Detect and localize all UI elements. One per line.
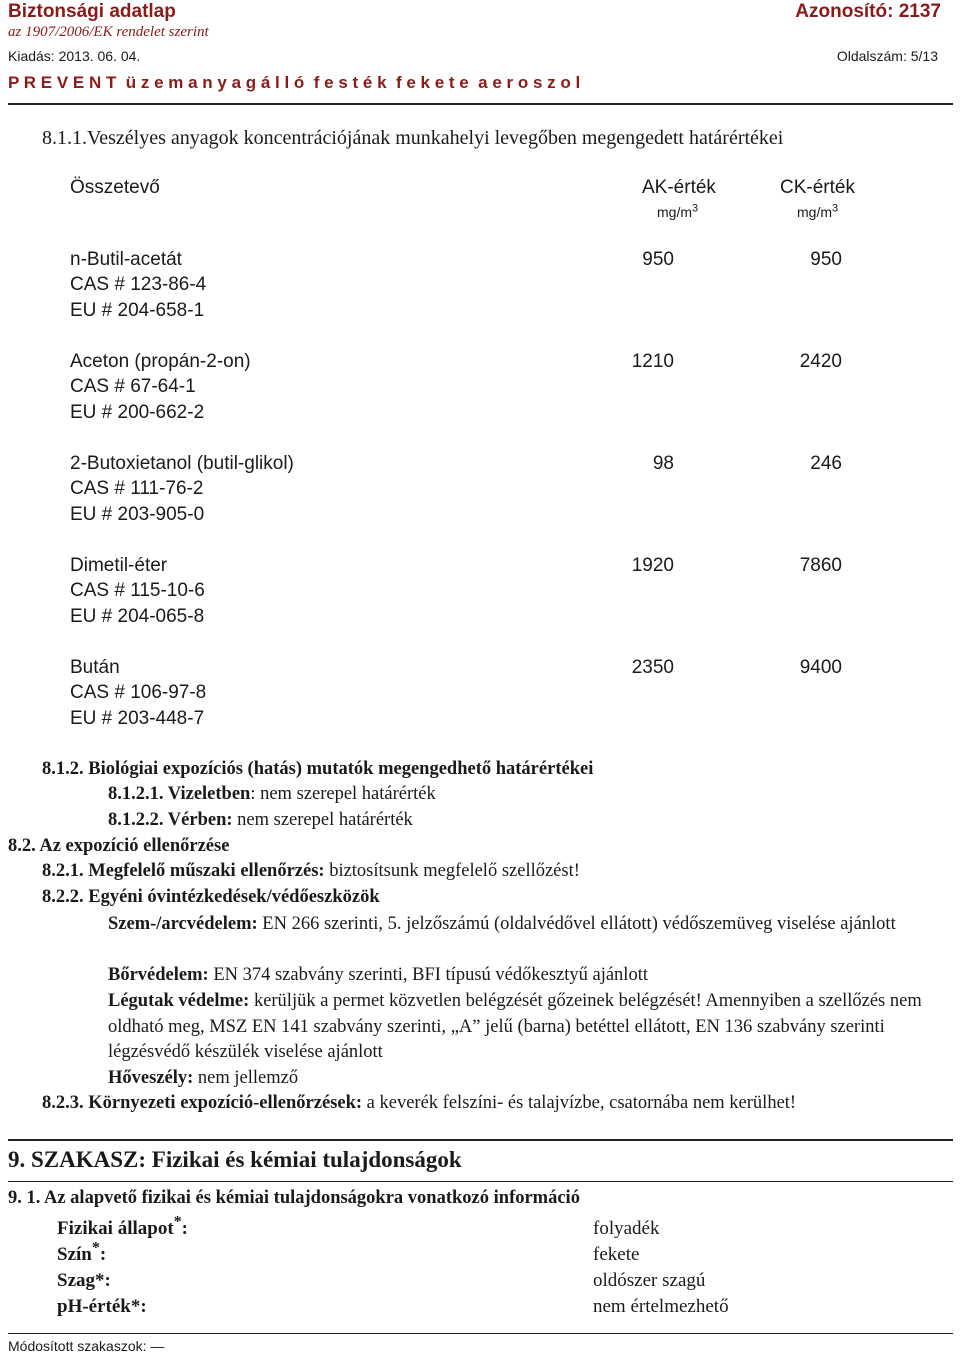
substance-name: n-Butil-acetát: [70, 249, 182, 270]
thermal-hazard-text: nem jellemző: [193, 1068, 299, 1088]
section-812-heading: 8.1.2. Biológiai expozíciós (hatás) mutatók megengedhető határértékei: [42, 759, 594, 779]
section-823: [42, 1093, 796, 1114]
section-8121-text: : nem szerepel határérték: [250, 784, 436, 804]
property-value: fekete: [593, 1244, 640, 1265]
column-header-ck: CK-érték: [780, 177, 855, 198]
property-value: nem értelmezhető: [593, 1296, 729, 1317]
section-823-text: a keverék felszíni- és talajvízbe, csatornába nem kerülhet!: [362, 1093, 797, 1113]
header-divider: [8, 103, 953, 105]
section-9-heading: 9. SZAKASZ: Fizikai és kémiai tulajdonságok: [8, 1147, 462, 1172]
substance-ak-value: 1920: [631, 555, 674, 576]
property-value: oldószer szagú: [593, 1270, 706, 1291]
substance-ak-value: 950: [642, 249, 674, 270]
respiratory-protection-text: kerüljük a permet közvetlen belégzését gőzeinek belégzését! Amennyiben a szellőzés nem oldható meg, MSZ EN 141 szabvány szerinti, „A” jelű (barna) betéttel ellátott, EN 136 szabvány szerinti légzésvédő készülék viselése ajánlott: [108, 991, 922, 1062]
substance-ck-value: 246: [810, 453, 842, 474]
section-82-heading: 8.2. Az expozíció ellenőrzése: [8, 836, 230, 856]
property-label-text: Szín: [57, 1244, 92, 1265]
respiratory-protection: [108, 989, 948, 1066]
substance-ck-value: 950: [810, 249, 842, 270]
substance-cas: CAS # 115-10-6: [70, 580, 205, 601]
unit-exponent: 3: [692, 202, 699, 215]
eye-protection-text: EN 266 szerinti, 5. jelzőszámú (oldalvédővel ellátott) védőszemüveg viselése ajánlott: [257, 914, 896, 934]
property-star: *: [173, 1213, 182, 1231]
skin-protection: [108, 963, 948, 989]
product-name: P R E V E N T ü z e m a n y a g á l l ó f e s t é k f e k e t e a e r o s z o l: [8, 73, 581, 92]
substance-name: Aceton (propán-2-on): [70, 351, 251, 372]
property-label: [57, 1213, 188, 1240]
section-8122-label: 8.1.2.2. Vérben:: [108, 810, 233, 830]
section-8122: [108, 810, 413, 831]
substance-name: 2-Butoxietanol (butil-glikol): [70, 453, 294, 474]
substance-eu: EU # 200-662-2: [70, 402, 205, 423]
unit-ck: [797, 204, 838, 220]
footer-divider: [8, 1333, 953, 1334]
property-label: [57, 1296, 147, 1318]
property-suffix: :: [181, 1218, 188, 1239]
substance-ck-value: 9400: [799, 657, 842, 678]
substance-eu: EU # 204-658-1: [70, 300, 205, 321]
section-822-heading: 8.2.2. Egyéni óvintézkedések/védőeszközök: [42, 887, 380, 907]
property-label-text: pH-érték*:: [57, 1296, 147, 1317]
unit-exponent: 3: [832, 202, 839, 215]
substance-eu: EU # 203-448-7: [70, 708, 205, 729]
section-9-divider: [8, 1139, 953, 1141]
unit-ak: [657, 204, 698, 220]
thermal-hazard-label: Hőveszély:: [108, 1068, 194, 1088]
substance-eu: EU # 204-065-8: [70, 606, 205, 627]
substance-cas: CAS # 123-86-4: [70, 274, 207, 295]
property-label: [57, 1270, 111, 1292]
substance-name: Dimetil-éter: [70, 555, 168, 576]
section-9-heading-underline: [8, 1181, 953, 1182]
substance-cas: CAS # 106-97-8: [70, 682, 207, 703]
property-star: *: [91, 1239, 100, 1257]
skin-protection-text: EN 374 szabvány szerinti, BFI típusú védőkesztyű ajánlott: [208, 965, 648, 985]
modified-sections: Módosított szakaszok: —: [8, 1338, 165, 1354]
property-value: folyadék: [593, 1218, 660, 1239]
unit-base: mg/m: [657, 204, 692, 220]
property-label-text: Fizikai állapot: [57, 1218, 174, 1239]
section-821-label: 8.2.1. Megfelelő műszaki ellenőrzés:: [42, 861, 325, 881]
section-8121-label: 8.1.2.1. Vizeletben: [108, 784, 251, 804]
eye-protection: [108, 912, 948, 938]
section-8121: [108, 784, 436, 805]
page-number: Oldalszám: 5/13: [836, 48, 938, 64]
property-label: [57, 1239, 107, 1266]
section-8122-text: nem szerepel határérték: [232, 810, 413, 830]
thermal-hazard: [108, 1066, 948, 1092]
column-header-component: Összetevő: [70, 177, 160, 198]
section-91-heading: 9. 1. Az alapvető fizikai és kémiai tulajdonságokra vonatkozó információ: [8, 1188, 580, 1208]
substance-ak-value: 98: [652, 453, 674, 474]
document-title: Biztonsági adatlap: [8, 1, 176, 22]
respiratory-protection-label: Légutak védelme:: [108, 991, 250, 1011]
column-header-ak: AK-érték: [642, 177, 716, 198]
substance-cas: CAS # 111-76-2: [70, 478, 204, 499]
section-821: [42, 861, 580, 882]
section-823-label: 8.2.3. Környezeti expozíció-ellenőrzések:: [42, 1093, 363, 1113]
regulation-reference: az 1907/2006/EK rendelet szerint: [8, 24, 209, 40]
eye-protection-label: Szem-/arcvédelem:: [108, 914, 258, 934]
substance-eu: EU # 203-905-0: [70, 504, 205, 525]
substance-name: Bután: [70, 657, 120, 678]
document-id: Azonosító: 2137: [795, 1, 941, 22]
substance-cas: CAS # 67-64-1: [70, 376, 196, 397]
unit-base: mg/m: [797, 204, 832, 220]
section-811-heading: 8.1.1.Veszélyes anyagok koncentrációjának munkahelyi levegőben megengedett határértékei: [42, 127, 784, 149]
property-label-text: Szag*:: [57, 1270, 111, 1291]
issue-date: Kiadás: 2013. 06. 04.: [8, 48, 141, 64]
section-821-text: biztosítsunk megfelelő szellőzést!: [324, 861, 580, 881]
substance-ck-value: 7860: [799, 555, 842, 576]
substance-ak-value: 1210: [631, 351, 674, 372]
skin-protection-label: Bőrvédelem:: [108, 965, 209, 985]
property-suffix: :: [99, 1244, 107, 1265]
substance-ck-value: 2420: [799, 351, 842, 372]
substance-ak-value: 2350: [631, 657, 674, 678]
